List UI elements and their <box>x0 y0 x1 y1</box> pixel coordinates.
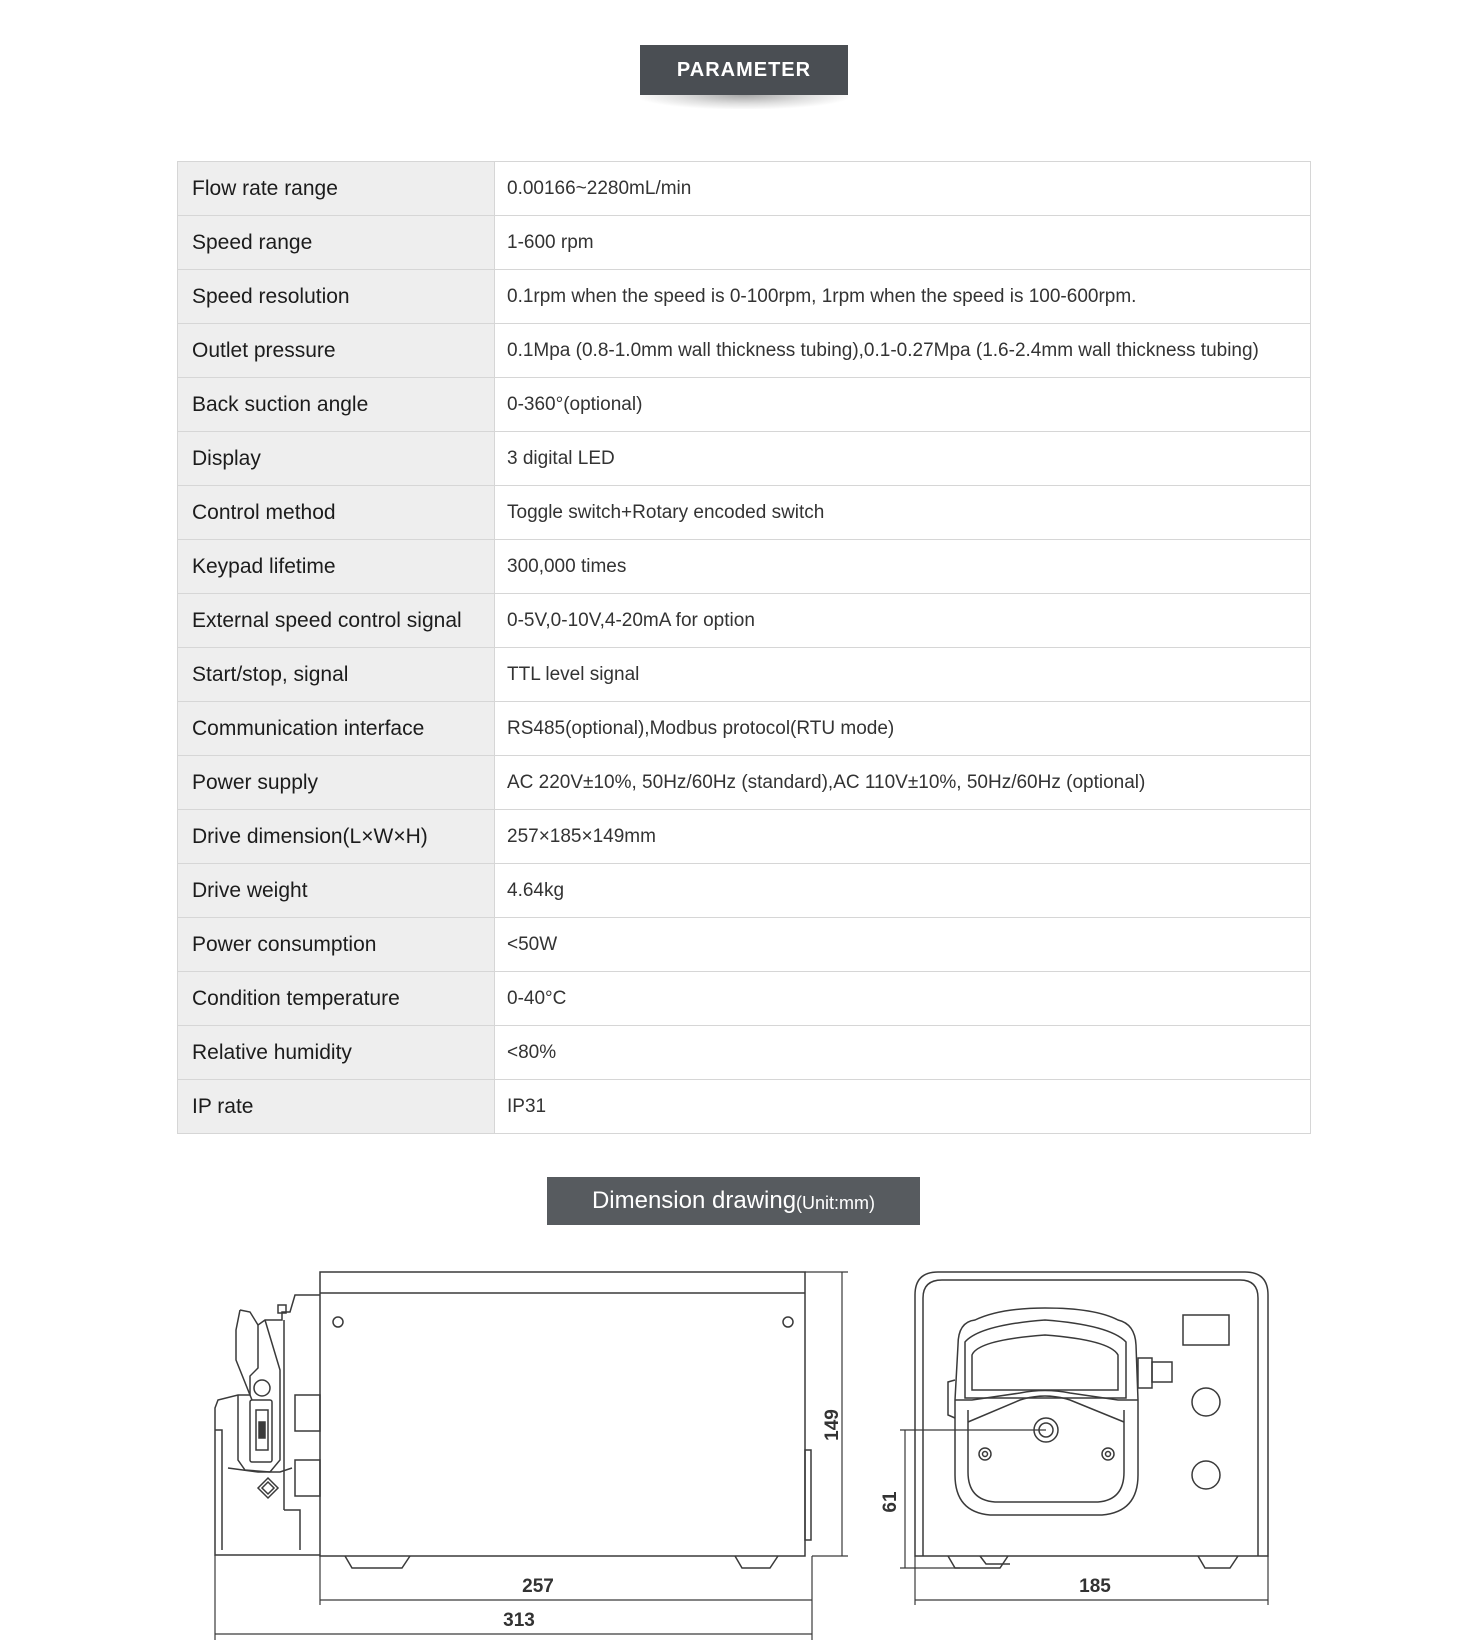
front-screw-right <box>1102 1448 1114 1460</box>
parameter-value: 0-40°C <box>495 972 1311 1026</box>
parameter-name: Condition temperature <box>178 972 495 1026</box>
parameter-banner <box>640 45 848 95</box>
parameter-value: 0-5V,0-10V,4-20mA for option <box>495 594 1311 648</box>
dim-label-shaft-height: 61 <box>880 1491 901 1513</box>
banner-shadow <box>640 95 848 109</box>
parameter-name: Outlet pressure <box>178 324 495 378</box>
dimension-title: Dimension drawing <box>591 1187 797 1214</box>
dim-label-overall-length: 313 <box>503 1610 535 1631</box>
front-view <box>880 1272 1268 1605</box>
parameter-row <box>178 378 1311 432</box>
parameter-value: TTL level signal <box>495 648 1311 702</box>
parameter-value: <80% <box>495 1026 1311 1080</box>
parameter-value: 0.00166~2280mL/min <box>495 162 1311 216</box>
front-display-window <box>1183 1315 1229 1345</box>
dim-label-height: 149 <box>822 1409 843 1441</box>
parameter-value: RS485(optional),Modbus protocol(RTU mode) <box>495 702 1311 756</box>
front-screw-left <box>979 1448 991 1460</box>
parameter-name: Back suction angle <box>178 378 495 432</box>
parameter-name: Speed range <box>178 216 495 270</box>
parameter-row <box>178 702 1311 756</box>
parameter-name: Relative humidity <box>178 1026 495 1080</box>
parameter-row <box>178 864 1311 918</box>
parameter-row <box>178 216 1311 270</box>
parameter-row <box>178 648 1311 702</box>
parameter-value: IP31 <box>495 1080 1311 1134</box>
parameter-name: Communication interface <box>178 702 495 756</box>
parameter-row <box>178 594 1311 648</box>
side-housing <box>320 1272 805 1556</box>
parameter-value: 257×185×149mm <box>495 810 1311 864</box>
parameter-value: AC 220V±10%, 50Hz/60Hz (standard),AC 110V±10%, 50Hz/60Hz (optional) <box>495 756 1311 810</box>
parameter-row <box>178 1026 1311 1080</box>
parameter-name: Power supply <box>178 756 495 810</box>
parameter-value: 3 digital LED <box>495 432 1311 486</box>
parameter-value: 0.1rpm when the speed is 0-100rpm, 1rpm when the speed is 100-600rpm. <box>495 270 1311 324</box>
dim-label-width: 185 <box>1079 1576 1111 1597</box>
side-screw-hole-right <box>783 1317 793 1327</box>
parameter-name: Keypad lifetime <box>178 540 495 594</box>
parameter-name: Display <box>178 432 495 486</box>
dimension-banner <box>547 1177 920 1225</box>
parameter-row <box>178 810 1311 864</box>
dim-label-length: 257 <box>522 1576 554 1597</box>
side-foot-right <box>735 1556 778 1568</box>
parameter-row <box>178 324 1311 378</box>
parameter-row <box>178 918 1311 972</box>
parameter-name: IP rate <box>178 1080 495 1134</box>
front-knob-upper <box>1192 1388 1220 1416</box>
parameter-name: Drive dimension(L×W×H) <box>178 810 495 864</box>
parameter-row <box>178 972 1311 1026</box>
parameter-row <box>178 162 1311 216</box>
parameter-table <box>177 161 1311 1134</box>
dimension-unit: (Unit:mm) <box>796 1192 876 1213</box>
parameter-row <box>178 756 1311 810</box>
parameter-name: Drive weight <box>178 864 495 918</box>
parameter-value: 4.64kg <box>495 864 1311 918</box>
side-foot-left <box>345 1556 410 1568</box>
parameter-value: 0-360°(optional) <box>495 378 1311 432</box>
parameter-name: Flow rate range <box>178 162 495 216</box>
parameter-name: Control method <box>178 486 495 540</box>
parameter-row <box>178 270 1311 324</box>
parameter-name: Power consumption <box>178 918 495 972</box>
parameter-name: Speed resolution <box>178 270 495 324</box>
parameter-row <box>178 1080 1311 1134</box>
parameter-value: 0.1Mpa (0.8-1.0mm wall thickness tubing),0.1-0.27Mpa (1.6-2.4mm wall thickness tubing) <box>495 324 1311 378</box>
parameter-value: 1-600 rpm <box>495 216 1311 270</box>
parameter-name: Start/stop, signal <box>178 648 495 702</box>
parameter-table-body <box>178 162 1311 1134</box>
parameter-value: <50W <box>495 918 1311 972</box>
parameter-row <box>178 540 1311 594</box>
front-pump-head <box>948 1308 1172 1515</box>
parameter-row <box>178 432 1311 486</box>
parameter-value: Toggle switch+Rotary encoded switch <box>495 486 1311 540</box>
side-view <box>215 1272 848 1640</box>
parameter-row <box>178 486 1311 540</box>
side-pump-head <box>215 1295 320 1555</box>
side-screw-hole-left <box>333 1317 343 1327</box>
parameter-value: 300,000 times <box>495 540 1311 594</box>
front-knob-lower <box>1192 1461 1220 1489</box>
parameter-name: External speed control signal <box>178 594 495 648</box>
parameter-title: PARAMETER <box>676 58 812 81</box>
dimension-drawing <box>0 1250 1484 1650</box>
